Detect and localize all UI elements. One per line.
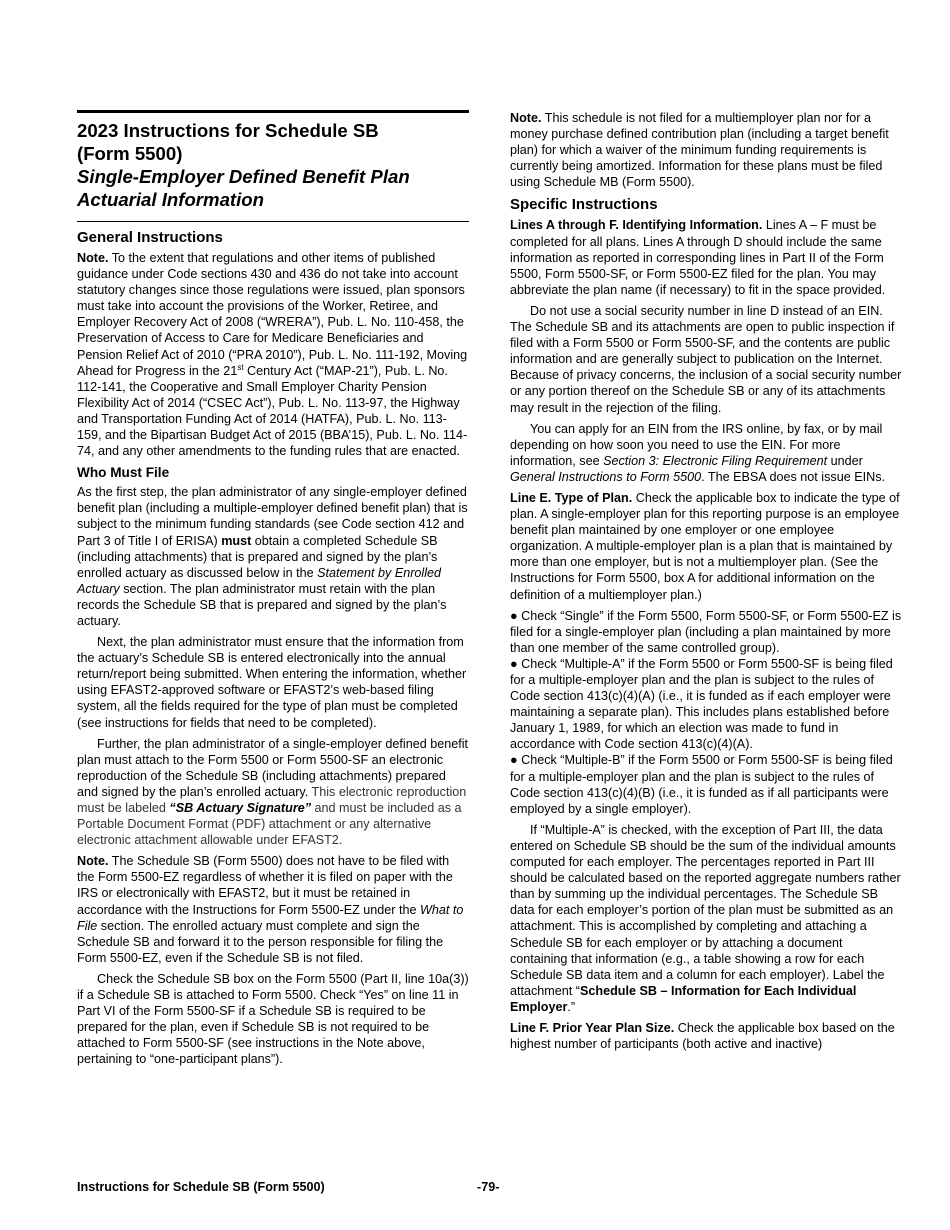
ein-b: under (827, 453, 863, 468)
bullet-multiple-a: ● Check “Multiple-A” if the Form 5500 or Form 5500-SF is being filed for a multiple-employer plan and the plan is subject to the rules of Code section 413(c)(4)(A) (i.e., it is funded as if each employer were maintaining a separate plan). This includes plans established before January 1, 1989, for which an election was made to fund in accordance with Code section 413(c)(4)(A). (510, 656, 893, 752)
multa-a: If “Multiple-A” is checked, with the exception of Part III, the data entered on Schedule SB should be the sum of the individual amounts computed for each employer. The percentages reported in Part III should be calculated based on the reported aggregate numbers rather than by summing up the individual percentages. The Schedule SB data for each employer’s portion of the plan must be submitted as an attachment. This is accomplished by completing and attaching a Schedule SB for each employer or by attaching a document containing that information (e.g., a table showing a row for each Schedule SB data item and a column for each employer). Label the attachment “ (510, 822, 901, 998)
left-column (77, 110, 469, 1073)
specific-instructions-heading: Specific Instructions (510, 196, 658, 214)
who-paragraph-2: Next, the plan administrator must ensure that the information from the actuary’s Schedule SB is entered electronically into the annual return/report being submitted. When entering the information, whether using EFAST2-approved software or EFAST2’s web-based filing system, all the fields required for the type of plan must be completed (see instructions for fields that need to be completed). (77, 635, 467, 730)
general-instructions-heading: General Instructions (77, 229, 223, 246)
note-text-a: To the extent that regulations and other items of published guidance under Code sections 430 and 436 do not take into account statutory changes since those regulations were issued, plan sponsors must take into account the provisions of the Worker, Retiree, and Employer Recovery Act of 2008 (“WRERA”), Pub. L. No. 110-458, the Preservation of Access to Care for Medicare Beneficiaries and Pension Relief Act of 2010 (“PRA 2010”), Pub. L. No. 111-192, Moving Ahead for Progress in the 21 (77, 251, 468, 378)
title-line-3: Single-Employer Defined Benefit Plan (77, 166, 410, 187)
line-e-paragraph (510, 490, 902, 603)
who-paragraph-3 (77, 736, 469, 849)
note2-italic: What to File (77, 902, 464, 933)
title-line-4: Actuarial Information (77, 189, 264, 210)
right-note-label: Note. (510, 111, 542, 125)
who-p3-c: and must be included as a Portable Document Format (PDF) attachment or any alternative electronic attachment allowable under EFAST2. (77, 801, 462, 848)
multa-b: .” (567, 999, 576, 1014)
line-f-label: Line F. Prior Year Plan Size. (510, 1020, 675, 1035)
lines-a-f-text: Lines A – F must be completed for all plans. Lines A through D should include the same information as reported in corresponding lines in Part II of the Form 5500, Form 5500-SF, or Form 5500-EZ filed for the plan. You may abbreviate the plan name (if necessary) to fit in the space provided. (510, 218, 886, 297)
ein-a: You can apply for an EIN from the IRS online, by fax, or by mail depending on how soon you need to use the EIN. For more information, see (510, 421, 883, 468)
who-p1-a: As the first step, the plan administrator of any single-employer defined benefit plan (including a multiple-employer defined benefit plan) that is subject to the minimum funding standards (see Code section 412 and Part 3 of Title I of ERISA) (77, 485, 468, 548)
lines-a-f-paragraph (510, 217, 902, 297)
who-paragraph-1 (77, 484, 469, 629)
right-note-text: This schedule is not filed for a multiemployer plan nor for a money purchase defined contribution plan (including a target benefit plan) for which a waiver of the minimum funding requirements is currently being amortized. Information for these plans must be filed using Schedule MB (Form 5500). (510, 111, 889, 190)
title-block (77, 110, 469, 222)
bullet-multiple-b: ● Check “Multiple-B” if the Form 5500 or Form 5500-SF is being filed for a multiple-employer plan and the plan is subject to the rules of Code section 413(c)(4)(B) (i.e., it is funded as if all participants were employed by a single employer). (510, 753, 893, 816)
line-e-text: Check the applicable box to indicate the type of plan. A single-employer plan for this reporting purpose is an employee benefit plan maintained by one employer or one employee organization. A multiple-employer plan is a plan that is maintained by more than one employer, but is not a multiemployer plan. (See the Instructions for Form 5500, box A for additional information on the definition of a multiemployer plan.) (510, 490, 900, 602)
right-note-paragraph (510, 110, 902, 190)
page-number: -79- (477, 1180, 500, 1194)
ein-italic-2: General Instructions to Form 5500 (510, 469, 702, 484)
bullet-single: ● Check “Single” if the Form 5500, Form 5500-SF, or Form 5500-EZ is filed for a single-employer plan (including a plan maintained by more than one member of the same controlled group). (510, 608, 902, 655)
line-f-text: Check the applicable box based on the highest number of participants (both active and inactive) (510, 1020, 895, 1052)
who-note-paragraph (77, 853, 469, 966)
general-note-paragraph (77, 250, 469, 459)
line-f-paragraph (510, 1020, 902, 1052)
ein-italic-1: Section 3: Electronic Filing Requirement (603, 453, 828, 468)
who-p1-italic: Statement by Enrolled Actuary (77, 565, 442, 596)
line-e-label: Line E. Type of Plan. (510, 490, 633, 505)
right-column (510, 110, 902, 1057)
who-p1-c: section. The plan administrator must retain with the plan records the Schedule SB that is prepared and signed by the plan’s actuary. (77, 581, 447, 628)
who-must-file-heading: Who Must File (77, 465, 170, 481)
note2-b: section. The enrolled actuary must complete and sign the Schedule SB and forward it to the person responsible for filing the Form 5500-EZ, even if the Schedule SB is not filed. (77, 918, 444, 965)
ein-c: . The EBSA does not issue EINs. (701, 469, 885, 484)
title-line-1: 2023 Instructions for Schedule SB (77, 120, 379, 141)
who-p1-must: must (221, 533, 252, 548)
title-line-2: (Form 5500) (77, 143, 183, 164)
who-p1-b: obtain a completed Schedule SB (including attachments) that is prepared and signed by the plan’s enrolled actuary as discussed below in the (77, 533, 438, 580)
note2-label: Note. (77, 854, 109, 869)
footer-title: Instructions for Schedule SB (Form 5500) (77, 1180, 325, 1194)
note-superscript: st (237, 362, 244, 372)
multiple-a-paragraph (510, 822, 902, 1015)
note-label: Note. (77, 251, 109, 265)
ssn-paragraph: Do not use a social security number in line D instead of an EIN. The Schedule SB and its attachments are open to public inspection if filed with a Form 5500 or Form 5500-SF, and the contents are public information and are generally subject to publication on the Internet. Because of privacy concerns, the inclusion of a social security number or any portion thereof on the Schedule SB or any of its attachments may result in the rejection of the filing. (510, 303, 902, 415)
note-text-b: Century Act (“MAP-21”), Pub. L. No. 112-141, the Cooperative and Small Employer Charity Pension Flexibility Act of 2014 (“CSEC Act”), Pub. L. No. 113-97, the Highway and Transportation Funding Act of 2014 (HATFA), Pub. L. No. 113-159, and the Bipartisan Budget Act of 2015 (BBA’15), Pub. L. No. 114-74, and any other amendments to the funding rules that are enacted. (77, 363, 468, 459)
note2-a: The Schedule SB (Form 5500) does not have to be filed with the Form 5500-EZ regardless of whether it is filed on paper with the IRS or electronically with EFAST2, but it must be retained in accordance with the Instructions for Form 5500-EZ under the (77, 854, 453, 917)
multa-bold: Schedule SB – Information for Each Individual Employer (510, 983, 857, 1014)
who-p3-bold-italic: “SB Actuary Signature” (169, 801, 312, 815)
who-p3-a: Further, the plan administrator of a single-employer defined benefit plan must attach to the Form 5500 or Form 5500-SF an electronic reproduction of the Schedule SB (including attachments) prepared and signed by the plan’s enrolled actuary. (77, 736, 469, 799)
who-paragraph-4: Check the Schedule SB box on the Form 5500 (Part II, line 10a(3)) if a Schedule SB is attached to Form 5500. Check “Yes” on line 11 in Part VI of the Form 5500-SF if a Schedule SB is required to be prepared for the plan, even if Schedule SB is not required to be attached to Form 5500-SF (see instructions in the Note above, pertaining to “one-participant plans”). (77, 971, 469, 1067)
ein-paragraph (510, 421, 902, 485)
lines-a-f-label: Lines A through F. Identifying Information. (510, 218, 763, 233)
who-p3-b: This electronic reproduction must be labeled (77, 784, 467, 815)
